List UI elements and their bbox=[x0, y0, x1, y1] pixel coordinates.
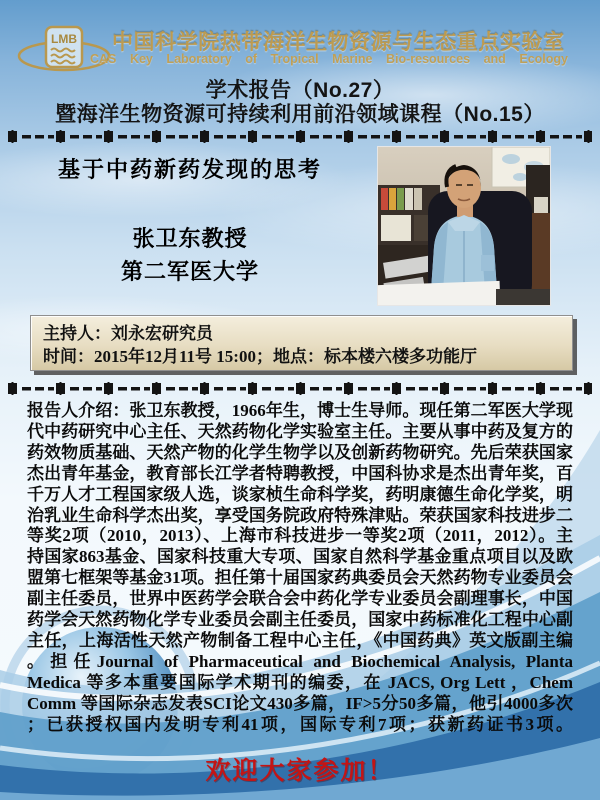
bio-line: ；已获授权国内发明专利41项，国际专利7项；获新药证书3项。 bbox=[27, 714, 573, 734]
bio-line: 代中药研究中心主任、天然药物化学实验室主任。主要从事中药及复方的 bbox=[27, 421, 573, 441]
bio-line: 治乳业生命科学杰出奖，享受国务院政府特殊津贴。荣获国家科技进步二 bbox=[27, 505, 573, 525]
time-place-line: 时间：2015年12月11号 15:00；地点：标本楼六楼多功能厅 bbox=[43, 347, 477, 366]
speaker-photo bbox=[378, 147, 550, 305]
dash-dot-divider-bottom bbox=[8, 382, 592, 395]
lab-name-english: CAS Key Laboratory of Tropical Marine Bio-resources and Ecology bbox=[90, 52, 568, 66]
event-info-box bbox=[30, 315, 573, 371]
lab-name-chinese: 中国科学院热带海洋生物资源与生态重点实验室 bbox=[112, 31, 564, 54]
speaker-name: 张卫东教授 bbox=[132, 226, 248, 251]
lecture-topic: 基于中药新药发现的思考 bbox=[57, 157, 322, 182]
bio-line: 副主任委员，世界中医药学会联合会中药化学专业委员会副理事长，中国 bbox=[27, 589, 573, 609]
bio-line: 等奖2项（2010，2013）、上海市科技进步一等奖2项（2011，2012）。主 bbox=[27, 526, 573, 546]
bio-line: 持国家863基金、国家科技重大专项、国家自然科学基金重点项目以及欧 bbox=[27, 547, 573, 567]
bio-line: Medica 等多本重要国际学术期刊的编委，在 JACS, Org Lett ，Chem bbox=[27, 672, 573, 692]
bio-line: 千万人才工程国家级人选，谈家桢生命科学奖，药明康德生命化学奖，明 bbox=[27, 484, 573, 504]
bio-line: 盟第七框架等基金31项。担任第十届国家药典委员会天然药物专业委员会 bbox=[27, 568, 573, 588]
speaker-bio bbox=[27, 401, 573, 736]
bio-line: 药效物质基础、天然产物的化学生物学以及创新药物研究。先后荣获国家 bbox=[27, 442, 573, 462]
bio-line: Comm 等国际杂志发表SCI论文430多篇，IF>5分50多篇，他引4000多次 bbox=[27, 693, 573, 713]
speaker-affiliation: 第二军医大学 bbox=[120, 259, 259, 284]
host-line: 主持人：刘永宏研究员 bbox=[43, 324, 213, 343]
bio-line: 报告人介绍：张卫东教授，1966年生，博士生导师。现任第二军医大学现 bbox=[27, 401, 573, 420]
dash-dot-divider-top bbox=[8, 130, 592, 143]
bio-line: 。担任Journal of Pharmaceutical and Biochemical Analysis, Planta bbox=[27, 651, 573, 671]
bio-line: 杰出青年基金，教育部长江学者特聘教授，中国科协求是杰出青年奖，百 bbox=[27, 463, 573, 483]
welcome-message: 欢迎大家参加！ bbox=[205, 758, 395, 785]
seminar-title-line1: 学术报告（No.27） bbox=[205, 79, 395, 102]
svg-text:LMB: LMB bbox=[51, 32, 77, 46]
seminar-title-line2: 暨海洋生物资源可持续利用前沿领域课程（No.15） bbox=[55, 103, 545, 126]
bio-line: 药学会天然药物化学专业委员会副主任委员，国家中药标准化工程中心副 bbox=[27, 610, 573, 630]
bio-line: 主任，上海活性天然产物制备工程中心主任，《中国药典》英文版副主编 bbox=[27, 630, 573, 650]
